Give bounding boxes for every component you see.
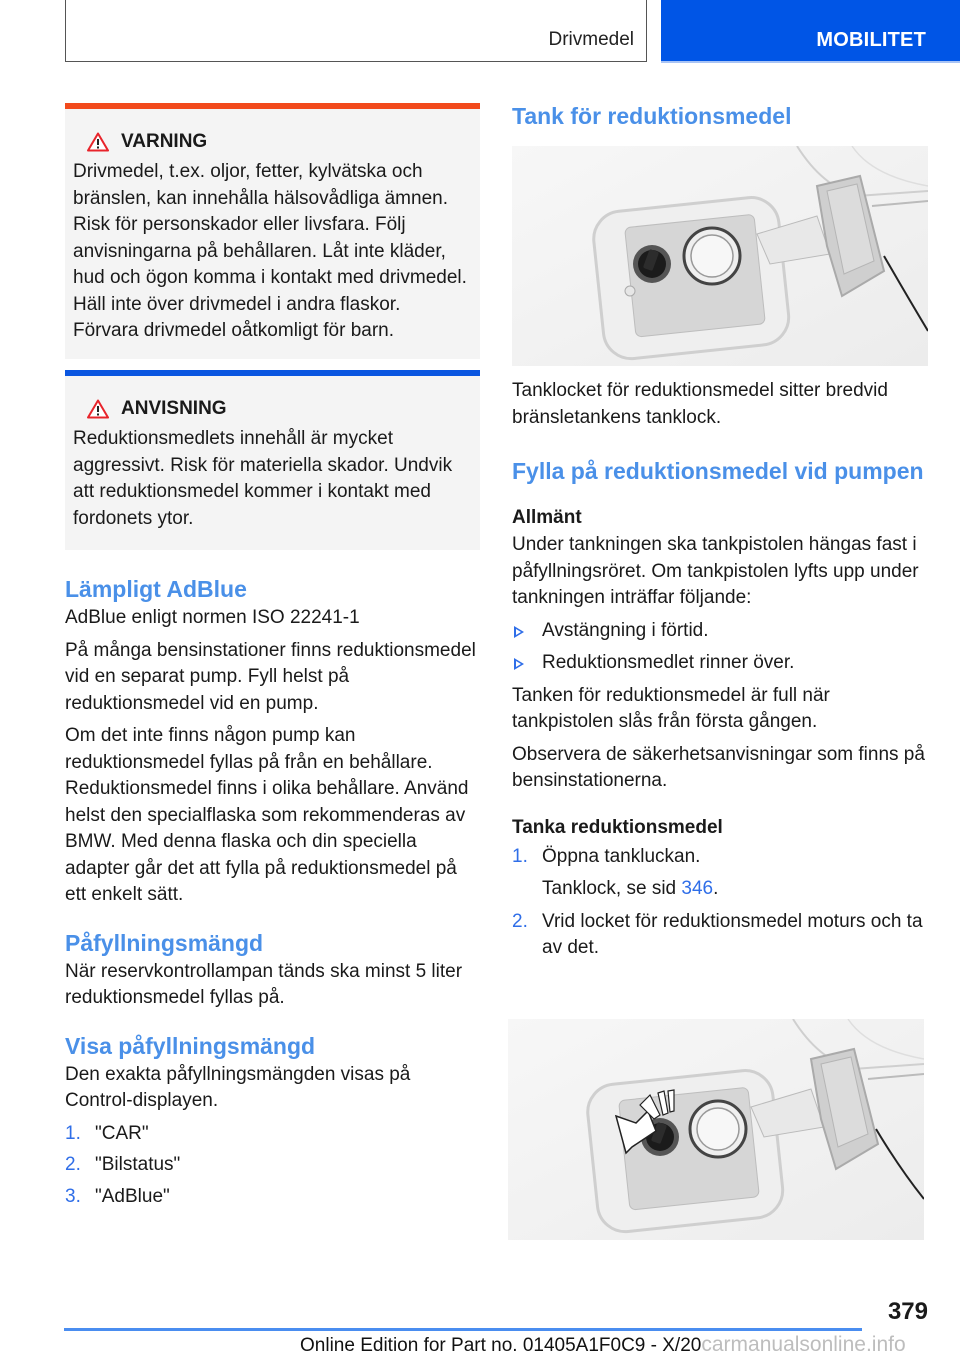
notice-title: ANVISNING: [121, 398, 227, 419]
watermark: carmanualsonline.info: [701, 1333, 906, 1356]
warning-triangle-icon: [87, 132, 109, 152]
consequences-list: [512, 618, 932, 677]
right-column-continued: [512, 378, 932, 962]
list-item: Reduktionsmedlet rinner över.: [512, 650, 932, 677]
fuel-cap-turn-illustration-icon: [508, 1019, 924, 1240]
warning-triangle-icon: [87, 399, 109, 419]
paragraph: På många bensinstationer finns reduktionsmedel vid en separat pump. Fyll helst på reduktionsmedel vid en pump.: [65, 639, 476, 714]
footer-divider: [64, 1328, 862, 1331]
refill-steps-list: [512, 844, 932, 962]
menu-steps-list: [65, 1121, 483, 1211]
heading-fylla-pa-vid-pumpen: Fylla på reduktionsmedel vid pumpen: [512, 458, 924, 484]
page-number: 379: [887, 1298, 928, 1325]
paragraph: Den exakta påfyllningsmängden visas på Control-displayen.: [65, 1063, 411, 1111]
paragraph: Under tankningen ska tankpistolen hängas fast i påfyllningsröret. Om tankpistolen lyfts upp under tankningen inträffar följande:: [512, 534, 919, 608]
notice-text: Reduktionsmedlets innehåll är mycket aggressivt. Risk för materiella skador. Undvik att reduktionsmedel kommer i kontakt med fordonets ytor.: [73, 428, 453, 529]
paragraph: Om det inte finns någon pump kan reduktionsmedel fyllas på från en behållare. Reduktionsmedel finns i olika behållare. Använd helst den specialflaska som rekommenderas av BMW. Med denna flaska och din speciella adapter går det att fylla på reduktionsmedel på ett enkelt sätt.: [65, 725, 469, 905]
notice-box: [65, 370, 480, 550]
header-section-tab: [65, 0, 647, 62]
warning-title: VARNING: [121, 131, 208, 152]
warning-box: [65, 103, 480, 359]
chapter-title: MOBILITET: [816, 29, 926, 51]
fuel-filler-image: [512, 146, 928, 366]
section-title: Drivmedel: [548, 29, 634, 50]
paragraph: AdBlue enligt normen ISO 22241-1: [65, 607, 360, 628]
heading-allmant: Allmänt: [512, 507, 582, 528]
warning-text: Drivmedel, t.ex. oljor, fetter, kylvätska och bränslen, kan innehålla hälsovådliga ämnen. Risk för personskador eller livsfara. Följ anvisningarna på behållaren. Låt inte kläder, hud och ögon komma i kontakt med drivmedel. Häll inte över drivmedel i andra flaskor. Förvara drivmedel oåtkomligt för barn.: [73, 161, 467, 341]
paragraph: Tanken för reduktionsmedel är full när tankpistolen slås från första gången.: [512, 684, 830, 732]
paragraph: Observera de säkerhetsanvisningar som finns på bensinstationerna.: [512, 743, 925, 791]
list-item: 2. Vrid locket för reduktionsmedel moturs och ta av det.: [512, 910, 923, 958]
fuel-flap-illustration-icon: [512, 146, 928, 366]
heading-tanka-reduktionsmedel: Tanka reduktionsmedel: [512, 816, 723, 838]
left-column: [65, 575, 483, 1210]
page-link-346[interactable]: 346: [681, 878, 714, 899]
paragraph: Tanklocket för reduktionsmedel sitter bredvid bränsletankens tanklock.: [512, 380, 888, 428]
heading-pafyllningsmangd: Påfyllningsmängd: [65, 929, 264, 956]
right-column: [512, 102, 932, 130]
notice-bar: [65, 370, 480, 376]
list-item: 3. "AdBlue": [65, 1185, 170, 1207]
edition-footer: [300, 1333, 906, 1357]
cross-reference: Tanklock, se sid 346.: [542, 878, 719, 899]
heading-tank-for-reduktionsmedel: Tank för reduktionsmedel: [512, 103, 792, 129]
list-item: 1. "CAR": [65, 1122, 149, 1144]
bullet-triangle-icon: [514, 658, 524, 670]
paragraph: När reservkontrollampan tänds ska minst 5 liter reduktionsmedel fyllas på.: [65, 960, 463, 1008]
heading-lampligt-adblue: Lämpligt AdBlue: [65, 576, 247, 602]
header-chapter-tab: [661, 0, 960, 63]
warning-bar: [65, 103, 480, 109]
fuel-cap-turn-image: [508, 1019, 924, 1240]
bullet-triangle-icon: [514, 626, 524, 638]
list-item: 2. "Bilstatus": [65, 1154, 181, 1175]
list-item: 1. Öppna tankluckan. Tanklock, se sid 346.: [512, 844, 932, 903]
list-item: Avstängning i förtid.: [512, 618, 932, 645]
heading-visa-pafyllningsmangd: Visa påfyllningsmängd: [65, 1032, 316, 1059]
edition-text: Online Edition for Part no. 01405A1F0C9 - X/20: [300, 1335, 702, 1356]
